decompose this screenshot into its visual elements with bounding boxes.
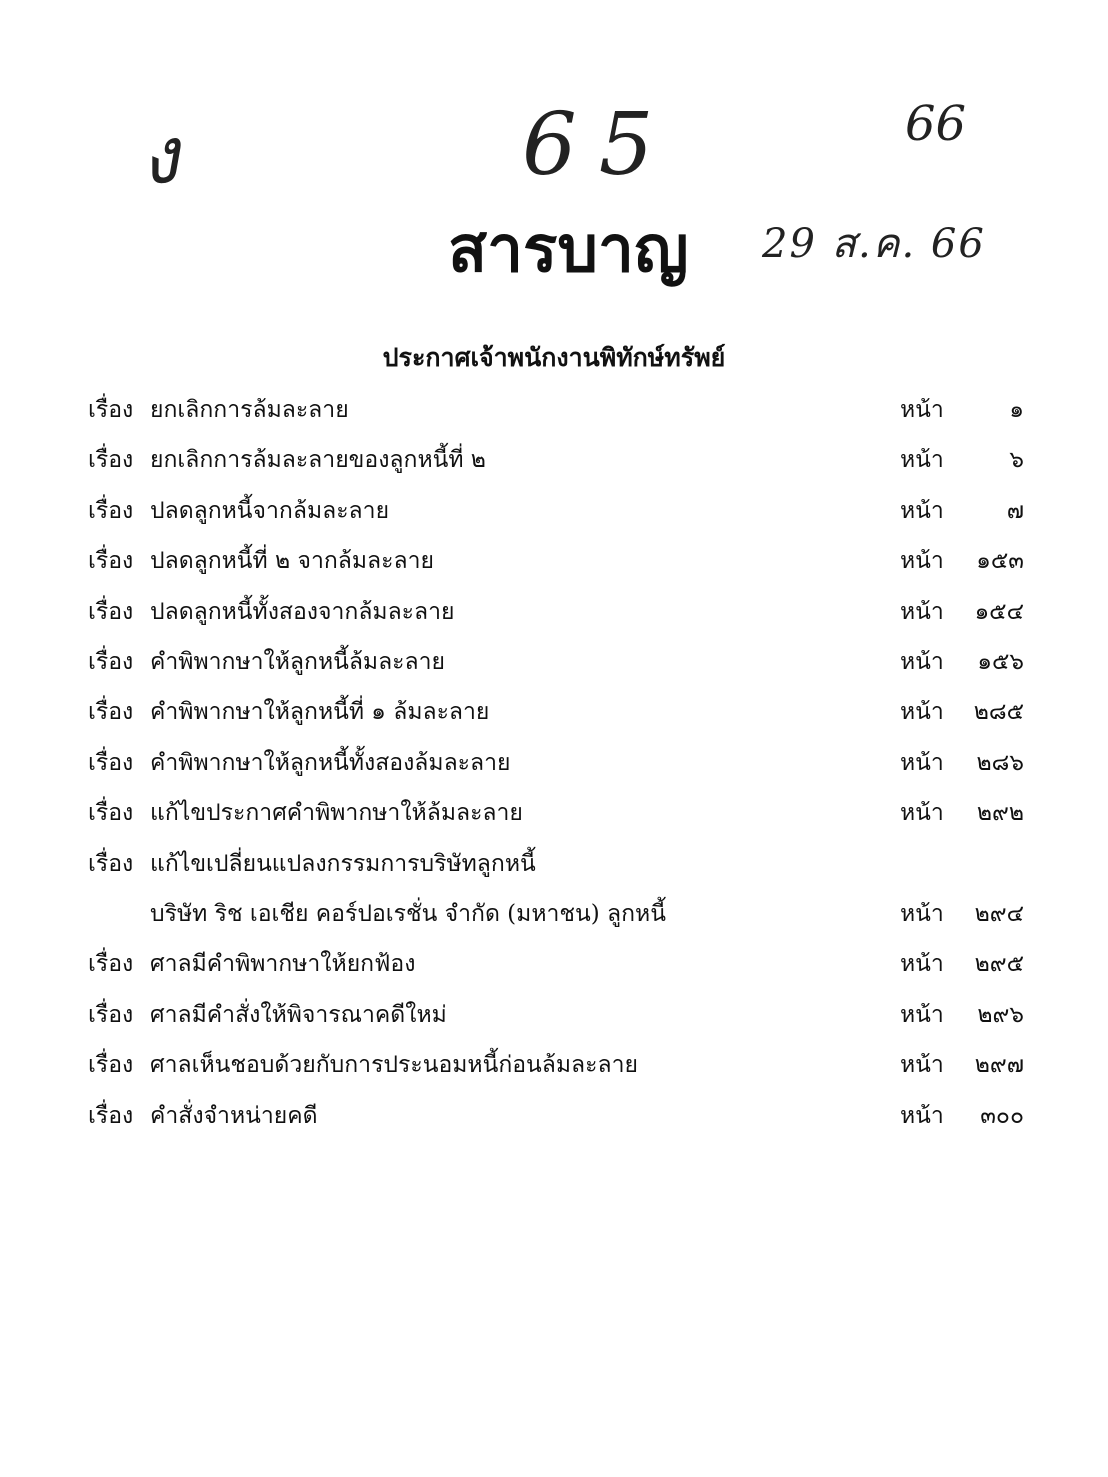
toc-entry xyxy=(0,793,1108,833)
toc-page-label: หน้า xyxy=(900,901,944,927)
toc-page-number: ๒๙๔ xyxy=(974,901,1024,927)
toc-entry-prefix: เรื่อง xyxy=(88,548,134,575)
toc-entry-title: ยกเลิกการล้มละลายของลูกหนี้ที่ ๒ xyxy=(150,447,486,474)
toc-entry-title: คำพิพากษาให้ลูกหนี้ที่ ๑ ล้มละลาย xyxy=(150,699,490,726)
toc-entry-prefix: เรื่อง xyxy=(88,1102,134,1129)
toc-entry xyxy=(0,894,1108,934)
toc-entry xyxy=(0,390,1108,430)
toc-page-number: ๑๕๔ xyxy=(974,598,1024,625)
toc-entry xyxy=(0,692,1108,732)
toc-entry-title: คำพิพากษาให้ลูกหนี้ล้มละลาย xyxy=(150,649,446,675)
toc-page-label: หน้า xyxy=(900,447,944,474)
toc-page-label: หน้า xyxy=(900,649,944,675)
toc-page-number: ๒๙๕ xyxy=(974,951,1024,978)
toc-entry-title: ศาลมีคำสั่งให้พิจารณาคดีใหม่ xyxy=(150,1001,447,1028)
document-title: สารบาญ xyxy=(448,213,689,287)
toc-entry-prefix: เรื่อง xyxy=(88,598,134,625)
toc-entry-title: คำสั่งจำหน่ายคดี xyxy=(150,1102,318,1129)
toc-entry-prefix: เรื่อง xyxy=(88,447,134,474)
toc-page-label: หน้า xyxy=(900,749,944,776)
toc-entry-title: ปลดลูกหนี้ทั้งสองจากล้มละลาย xyxy=(150,598,455,625)
handwritten-year: 66 xyxy=(905,96,967,152)
toc-entry xyxy=(0,440,1108,480)
toc-entry-title: ปลดลูกหนี้จากล้มละลาย xyxy=(150,497,390,524)
toc-page-number: ๑๕๖ xyxy=(977,649,1024,675)
toc-entry xyxy=(0,1096,1108,1136)
toc-entry-prefix: เรื่อง xyxy=(88,699,134,726)
toc-page-label: หน้า xyxy=(900,548,944,575)
toc-page-label: หน้า xyxy=(900,598,944,625)
section-heading: ประกาศเจ้าพนักงานพิทักษ์ทรัพย์ xyxy=(382,343,726,372)
toc-entry-title: ศาลมีคำพิพากษาให้ยกฟ้อง xyxy=(150,951,416,978)
handwritten-date: 29 ส.ค. 66 xyxy=(762,221,986,267)
toc-entry-title: ยกเลิกการล้มละลาย xyxy=(150,397,349,423)
toc-entry xyxy=(0,491,1108,531)
toc-page-label: หน้า xyxy=(900,1052,944,1079)
toc-entry-title: แก้ไขเปลี่ยนแปลงกรรมการบริษัทลูกหนี้ xyxy=(150,850,536,877)
toc-page-number: ๒๙๖ xyxy=(977,1001,1024,1028)
toc-entry-title: คำพิพากษาให้ลูกหนี้ทั้งสองล้มละลาย xyxy=(150,749,511,776)
toc-entry xyxy=(0,844,1108,884)
toc-entry-prefix: เรื่อง xyxy=(88,749,134,776)
toc-entry-title: บริษัท ริช เอเชีย คอร์ปอเรชั่น จำกัด (มหาชน) ลูกหนี้ xyxy=(150,901,666,927)
toc-entry xyxy=(0,995,1108,1035)
toc-entry xyxy=(0,1045,1108,1085)
toc-page-label: หน้า xyxy=(900,951,944,978)
toc-page-number: ๑๕๓ xyxy=(976,548,1024,575)
toc-page-number: ๒๙๒ xyxy=(976,800,1024,827)
toc-page-label: หน้า xyxy=(900,497,944,524)
toc-page-number: ๒๘๕ xyxy=(973,699,1024,726)
toc-page-label: หน้า xyxy=(900,699,944,726)
toc-page-number: ๒๘๖ xyxy=(976,749,1024,776)
toc-page-number: ๑ xyxy=(1009,397,1024,423)
toc-page-number: ๗ xyxy=(1006,497,1024,524)
toc-entry xyxy=(0,592,1108,632)
toc-entry-title: ศาลเห็นชอบด้วยกับการประนอมหนี้ก่อนล้มละลาย xyxy=(150,1052,638,1079)
toc-entry-prefix: เรื่อง xyxy=(88,397,134,423)
toc-page-number: ๒๙๗ xyxy=(974,1052,1024,1079)
toc-entry-prefix: เรื่อง xyxy=(88,800,134,827)
toc-page-number: ๓๐๐ xyxy=(980,1102,1024,1129)
toc-entry-prefix: เรื่อง xyxy=(88,1001,134,1028)
toc-entry-prefix: เรื่อง xyxy=(88,497,134,524)
toc-entry-prefix: เรื่อง xyxy=(88,850,134,877)
toc-entry-prefix: เรื่อง xyxy=(88,1052,134,1079)
toc-entry-title: ปลดลูกหนี้ที่ ๒ จากล้มละลาย xyxy=(150,548,434,575)
toc-page-number: ๖ xyxy=(1009,447,1024,474)
toc-entry-title: แก้ไขประกาศคำพิพากษาให้ล้มละลาย xyxy=(150,800,523,827)
handwritten-mark-left: ง xyxy=(136,110,182,204)
toc-page-label: หน้า xyxy=(900,1001,944,1028)
toc-entry xyxy=(0,642,1108,682)
toc-entry xyxy=(0,541,1108,581)
toc-page-label: หน้า xyxy=(900,397,944,423)
handwritten-volume-number: 65 xyxy=(522,95,676,195)
toc-entry-prefix: เรื่อง xyxy=(88,649,134,675)
toc-entry-prefix: เรื่อง xyxy=(88,951,134,978)
toc-entry xyxy=(0,743,1108,783)
toc-page-label: หน้า xyxy=(900,800,944,827)
toc-page-label: หน้า xyxy=(900,1102,944,1129)
toc-entry xyxy=(0,944,1108,984)
